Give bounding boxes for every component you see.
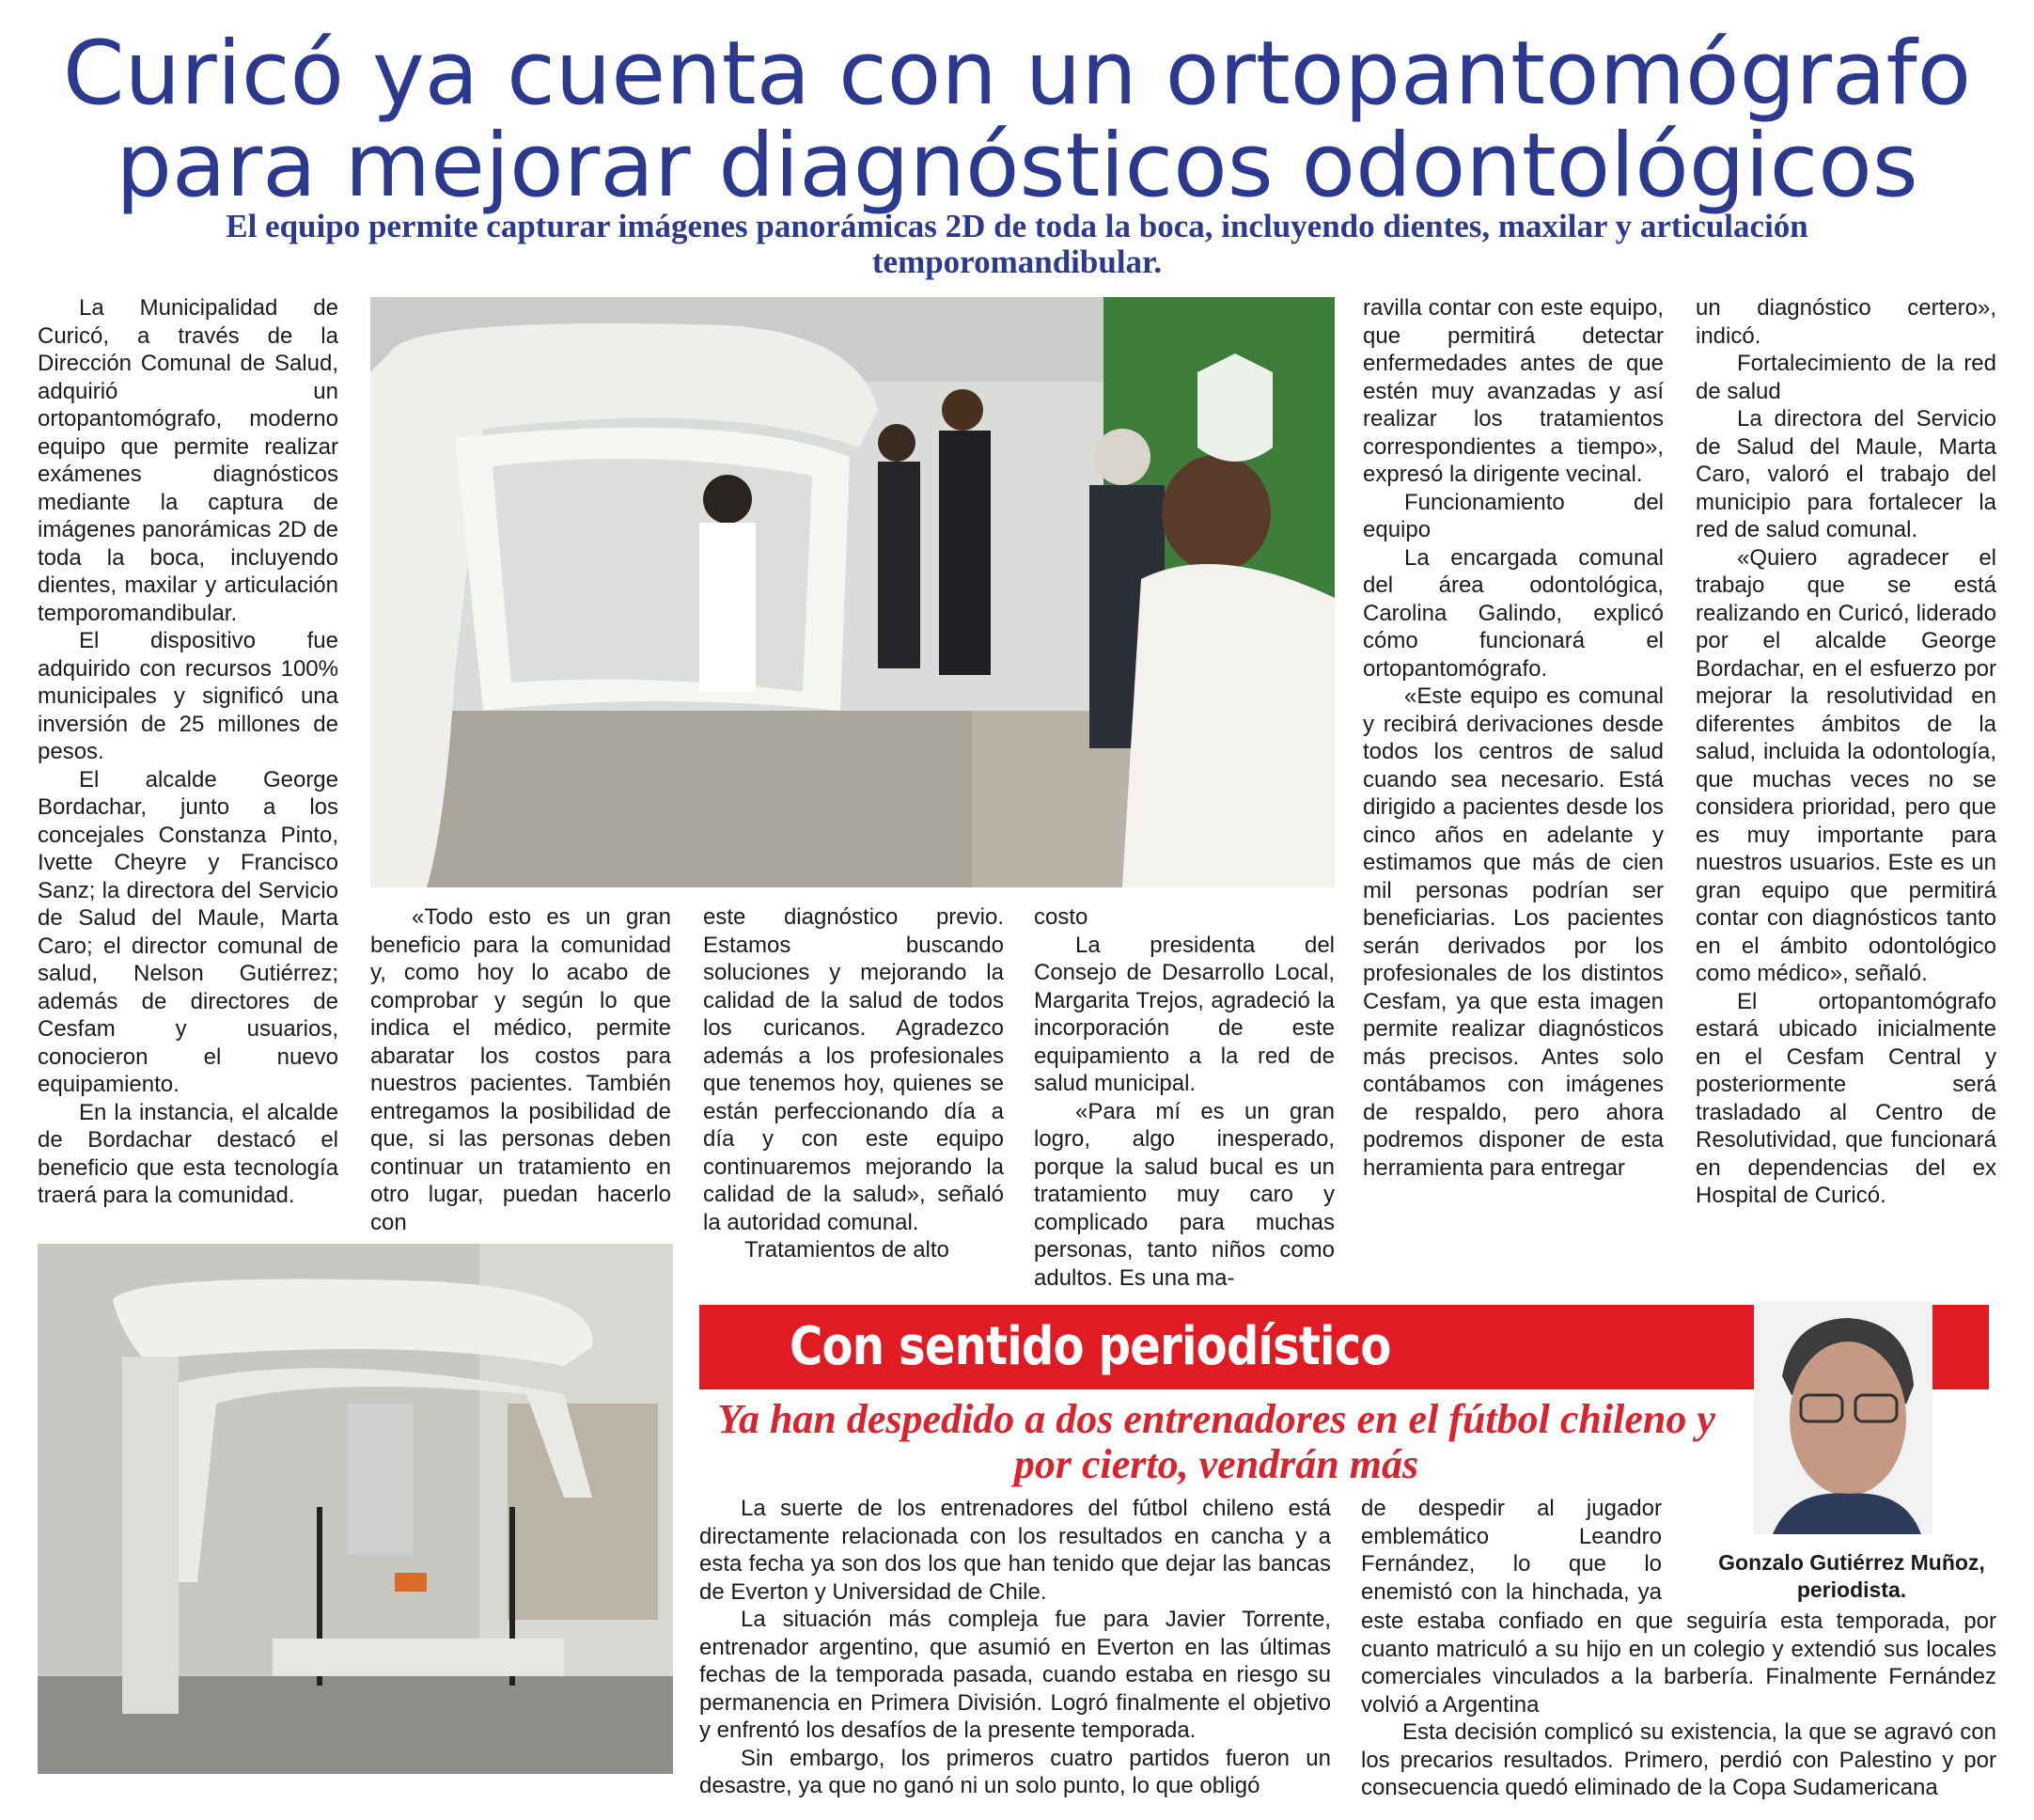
paragraph: «Este equipo es comunal y recibirá derivaciones desde todos los centros de salud cuando sea necesario. Está dirigido a pacientes desde los cinco años en adelante y estimamos que más de cien mil personas podrían ser beneficiarias. Los pacientes serán derivados por los profesionales de los distintos Cesfam, ya que esta imagen permite realizar diagnósticos más precisos. Antes solo contábamos con imágenes de respaldo, pero ahora podremos disponer de esta herramienta para entregar bbox=[1363, 683, 1664, 1181]
opinion-headline: Ya han despedido a dos entrenadores en el fútbol chileno y por cierto, vendrán más bbox=[717, 1396, 1715, 1487]
paragraph: En la instancia, el alcalde de Bordachar destacó el beneficio que esta tecnología traerá para la comunidad. bbox=[38, 1099, 338, 1208]
opinion-section-title: Con sentido periodístico bbox=[790, 1316, 1391, 1377]
subheading: Tratamientos de alto bbox=[744, 1237, 949, 1263]
paragraph: La suerte de los entrenadores del fútbol chileno está directamente relacionada con los resultados en cancha y a esta fecha ya son dos los que han tenido que dejar las bancas de Everton y Universidad de Chile. bbox=[699, 1496, 1331, 1605]
paragraph: «Quiero agradecer el trabajo que se está realizando en Curicó, liderado por el alcalde George Bordachar, en el esfuerzo por mejorar la resolutividad en diferentes ámbitos de la salud, incluida la odontología, que muchas veces no se considera prioridad, pero que es muy importante para nuestros usuarios. Este es un gran equipo que permitirá contar con diagnósticos tanto en el ámbito odontológico como médico», señaló. bbox=[1696, 544, 1996, 986]
paragraph: Esta decisión complicó su existencia, la que se agravó con los precarios resultados. Primero, perdió con Palestino y por consecuencia quedó eliminado de la Copa Sudamericana bbox=[1361, 1719, 1996, 1800]
article-column-4 bbox=[1034, 903, 1335, 1294]
article-column-6 bbox=[1696, 294, 1996, 1294]
opinion-column-right-narrow bbox=[1361, 1495, 1662, 1608]
opinion-column-right-wide bbox=[1361, 1608, 1996, 1820]
article-column-1 bbox=[38, 294, 338, 1234]
paragraph: La Municipalidad de Curicó, a través de la Dirección Comunal de Salud, adquirió un ortopantomógrafo, moderno equipo que permite realizar exámenes diagnósticos mediante la captura de imágenes panorámicas 2D de toda la boca, incluyendo dientes, maxilar y articulación temporomandibular. bbox=[38, 295, 338, 626]
paragraph: este estaba confiado en que seguiría esta temporada, por cuanto matriculó a su hijo en un colegio y extendió sus locales comerciales vinculados a la barbería. Finalmente Fernández volvió a Argentina bbox=[1361, 1608, 1996, 1718]
paragraph: un diagnóstico certero», indicó. bbox=[1696, 295, 1996, 349]
photo-inauguration bbox=[370, 297, 1335, 887]
article-column-5 bbox=[1363, 294, 1664, 1294]
paragraph: La situación más compleja fue para Javier Torrente, entrenador argentino, que asumió en Everton en las últimas fechas de la temporada pasada, cuando estaba en riesgo su permanencia en Primera División. Logró finalmente el objetivo y enfrentó los desafíos de la presente temporada. bbox=[699, 1607, 1331, 1743]
article-column-2 bbox=[370, 903, 671, 1237]
paragraph: este diagnóstico previo. Estamos buscando soluciones y mejorando la calidad de la salud de todos los curicanos. Agradezco además a los profesionales que tenemos hoy, quienes se están perfeccionando día a día y con este equipo continuaremos mejorando la calidad de la salud», señaló la autoridad comunal. bbox=[703, 904, 1004, 1235]
opinion-column-left bbox=[699, 1495, 1331, 1820]
author-caption: Gonzalo Gutiérrez Muñoz, periodista. bbox=[1718, 1550, 1985, 1602]
headline: Curicó ya cuenta con un ortopantomógrafo para mejorar diagnósticos odontológicos bbox=[62, 23, 1972, 217]
subheading: Fortalecimiento de la red de salud bbox=[1696, 351, 1996, 404]
paragraph: Sin embargo, los primeros cuatro partidos fueron un desastre, ya que no ganó ni un solo punto, lo que obligó bbox=[699, 1745, 1331, 1798]
photo-orthopantomograph bbox=[38, 1244, 673, 1774]
paragraph: El ortopantomógrafo estará ubicado inicialmente en el Cesfam Central y posteriormente será trasladado al Centro de Resolutividad, que funcionará en dependencias del ex Hospital de Curicó. bbox=[1696, 988, 1996, 1208]
paragraph: «Todo esto es un gran beneficio para la comunidad y, como hoy lo acabo de comprobar y según lo que indica el médico, permite abaratar los costos para nuestros pacientes. También entregamos la posibilidad de que, si las personas deben continuar un tratamiento en otro lugar, puedan hacerlo con bbox=[370, 904, 671, 1235]
paragraph: ravilla contar con este equipo, que permitirá detectar enfermedades antes de que estén muy avanzadas y así realizar los tratamientos correspondientes a tiempo», expresó la dirigente vecinal. bbox=[1363, 295, 1664, 487]
paragraph: La presidenta del Consejo de Desarrollo Local, Margarita Trejos, agradeció la incorporación de este equipamiento a la red de salud municipal. bbox=[1034, 932, 1335, 1096]
subheading: Funcionamiento del equipo bbox=[1363, 489, 1664, 542]
paragraph: «Para mí es un gran logro, algo inesperado, porque la salud bucal es un tratamiento muy caro y complicado para muchas personas, tanto niños como adultos. Es una ma- bbox=[1034, 1098, 1335, 1291]
paragraph: La encargada comunal del área odontológica, Carolina Galindo, explicó cómo funcionará el ortopantomógrafo. bbox=[1363, 544, 1664, 682]
paragraph: El dispositivo fue adquirido con recursos 100% municipales y significó una inversión de 25 millones de pesos. bbox=[38, 628, 338, 764]
article-column-3 bbox=[703, 903, 1004, 1294]
paragraph: de despedir al jugador emblemático Leandro Fernández, lo que lo enemistó con la hinchada, ya bbox=[1361, 1496, 1662, 1605]
paragraph: costo bbox=[1034, 904, 1088, 930]
paragraph: El alcalde George Bordachar, junto a los concejales Constanza Pinto, Ivette Cheyre y Francisco Sanz; la directora del Servicio de Salud del Maule, Marta Caro; el director comunal de salud, Nelson Gutiérrez; además de directores de Cesfam y usuarios, conocieron el nuevo equipamiento. bbox=[38, 766, 338, 1097]
author-portrait bbox=[1754, 1301, 1932, 1534]
subheadline: El equipo permite capturar imágenes panorámicas 2D de toda la boca, incluyendo dientes, maxilar y articulación temporomandibular. bbox=[226, 208, 1808, 280]
paragraph: La directora del Servicio de Salud del Maule, Marta Caro, valoró el trabajo del municipio para fortalecer la red de salud comunal. bbox=[1696, 406, 1996, 542]
